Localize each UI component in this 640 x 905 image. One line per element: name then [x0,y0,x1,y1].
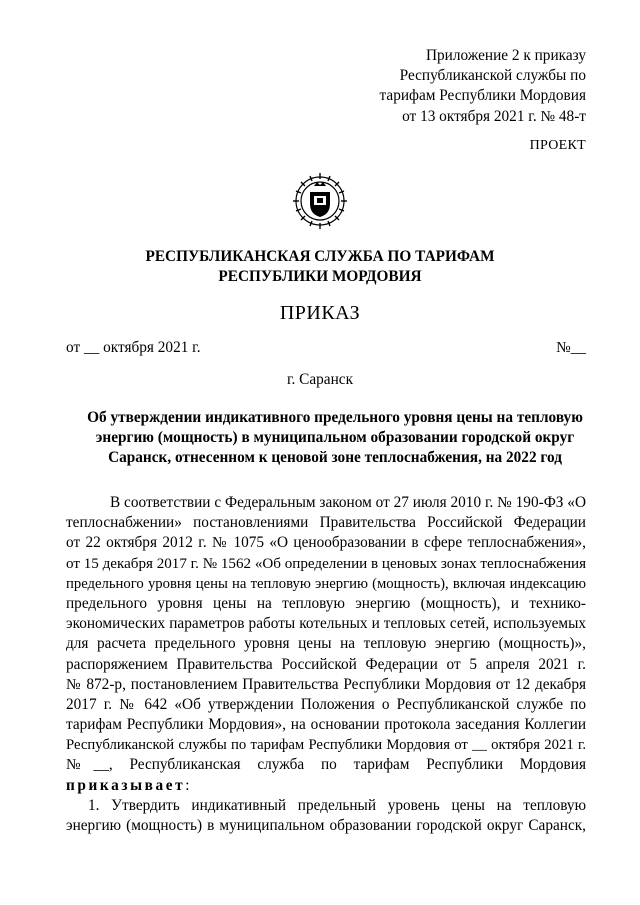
orders-colon: : [185,776,190,794]
annex-line: Республиканской службы по [399,67,586,85]
body-line: для расчета предельного уровня цены на тепловую энергию (мощность)», [66,635,586,653]
body-line: № 872-р, постановлением Правительства Республики Мордовия от 12 декабря [66,675,586,693]
body-line: от 15 декабря 2017 г. № 1562 «Об определении в ценовых зонах теплоснабжения [66,555,587,572]
organization-line: РЕСПУБЛИКАНСКАЯ СЛУЖБА ПО ТАРИФАМ [145,248,495,265]
subject-line: энергию (мощность) в муниципальном образовании городской округ [95,429,575,447]
order-date: от __ октября 2021 г. [66,339,201,356]
orders-word: приказывает [66,776,186,794]
order-number: №__ [556,339,586,356]
order-title: ПРИКАЗ [279,302,361,324]
body-line: Республиканской службы по тарифам Республики Мордовия от __ октября 2021 г. [66,737,586,754]
body-line: №__, Республиканская служба по тарифам Республики Мордовия [66,756,586,774]
city: г. Саранск [286,371,354,388]
coat-of-arms-icon [290,170,350,232]
body-line: тарифам Республики Мордовия», на основании протокола заседания Коллегии [66,716,586,734]
subject-line: Саранск, отнесенном к ценовой зоне теплоснабжения, на 2022 год [108,449,562,467]
subject-line: Об утверждении индикативного предельного уровня цены на тепловую [87,409,583,426]
body-line: экономических параметров работы котельных и тепловых сетей, используемых [66,615,586,633]
annex-reference [380,46,586,127]
body-line: В соответствии с Федеральным законом от 27 июля 2010 г. № 190-ФЗ «О [110,494,586,511]
body-line: распоряжением Правительства Российской Федерации от 5 апреля 2021 г. [66,655,586,673]
annex-line: тарифам Республики Мордовия [379,87,586,105]
draft-label: ПРОЕКТ [529,138,586,153]
item-1-line: 1. Утвердить индикативный предельный уровень цены на тепловую [88,796,586,814]
order-subject [84,408,586,469]
orders-line [66,776,586,796]
body-line: предельного уровня цены на тепловую энергию (мощность), включая индексацию [66,575,586,592]
annex-line: от 13 октября 2021 г. № 48-т [402,107,586,125]
annex-line: Приложение 2 к приказу [425,47,586,64]
body-line: от 22 октября 2012 г. № 1075 «О ценообразовании в сфере теплоснабжения», [66,534,586,552]
body-line: предельного уровня цены на тепловую энергию (мощность), и технико- [66,594,586,612]
item-1-line: энергию (мощность) в муниципальном образовании городской округ Саранск, [66,817,586,834]
organization-line: РЕСПУБЛИКИ МОРДОВИЯ [218,268,422,285]
body-line: 2017 г. № 642 «Об утверждении Положения о Республиканской службе по [66,695,586,713]
order-body [66,493,586,836]
body-line: теплоснабжении» постановлениями Правительства Российской Федерации [66,514,586,532]
organization-name [0,247,640,287]
